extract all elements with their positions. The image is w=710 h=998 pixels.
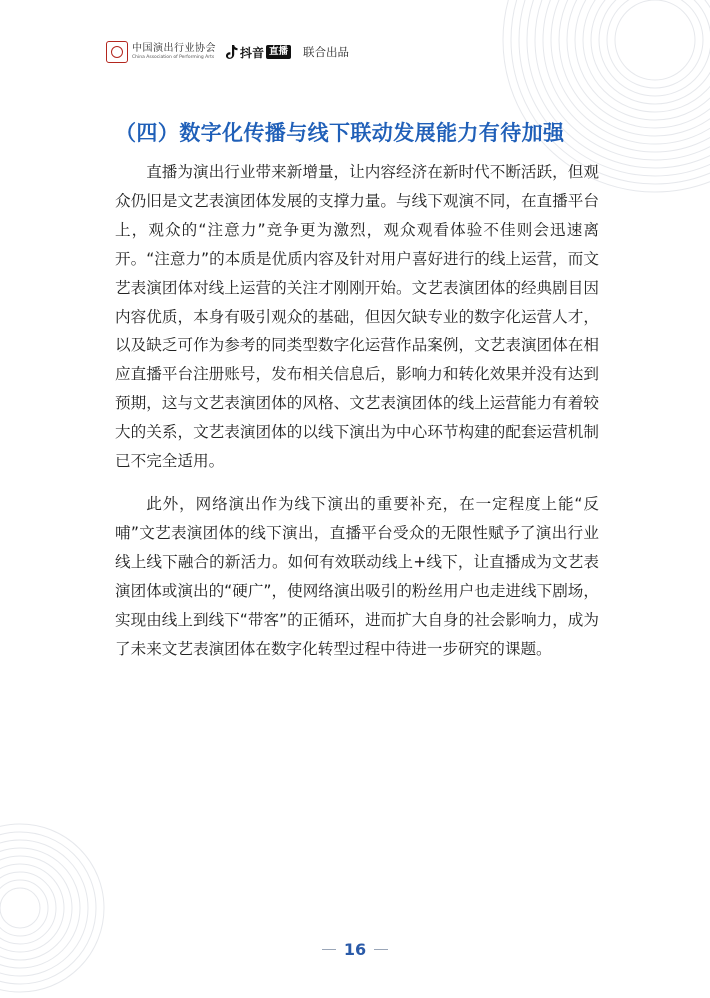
paragraph-2: 此外，网络演出作为线下演出的重要补充，在一定程度上能“反哺”文艺表演团体的线下演出，直播平台受众的无限性赋予了演出行业线上线下融合的新活力。如何有效联动线上+线下，让直播成为文艺表演团体或演出的“硬广”，使网络演出吸引的粉丝用户也走进线下剧场，实现由线上到线下“带客”的正循环，进而扩大自身的社会影响力，成为了未来文艺表演团体在数字化转型过程中待进一步研究的课题。 [115, 494, 599, 658]
page-number-right-rule [374, 949, 388, 950]
decorative-rings-bottom-left [0, 808, 150, 998]
joint-production-label: 联合出品 [303, 45, 350, 59]
live-badge: 直播 [266, 45, 291, 59]
header [106, 38, 349, 66]
page-number-left-rule [322, 949, 336, 950]
page-number-text: 16 [343, 940, 367, 959]
cpaa-chinese-name: 中国演出行业协会 [132, 42, 216, 54]
page-number [0, 940, 710, 959]
section-title: （四）数字化传播与线下联动发展能力有待加强 [115, 121, 565, 145]
cpaa-logo-text [132, 44, 216, 61]
platform-name: 抖音 [240, 45, 265, 60]
paragraph-1: 直播为演出行业带来新增量，让内容经济在新时代不断活跃，但观众仍旧是文艺表演团体发展的支撑力量。与线下观演不同，在直播平台上，观众的“注意力”竞争更为激烈，观众观看体验不佳则会迅速离开。“注意力”的本质是优质内容及针对用户喜好进行的线上运营，而文艺表演团体对线上运营的关注才刚刚开始。文艺表演团体的经典剧目因内容优质，本身有吸引观众的基础，但因欠缺专业的数字化运营人才，以及缺乏可作为参考的同类型数字化运营作品案例，文艺表演团体在相应直播平台注册账号，发布相关信息后，影响力和转化效果并没有达到预期，这与文艺表演团体的风格、文艺表演团体的线上运营能力有着较大的关系，文艺表演团体的以线下演出为中心环节构建的配套运营机制已不完全适用。 [115, 163, 599, 471]
music-note-icon [226, 45, 238, 59]
douyin-logo [226, 44, 291, 61]
body-text [115, 158, 599, 663]
cpaa-seal-logo [106, 41, 128, 63]
cpaa-english-name: China Association of Performing Arts [132, 54, 215, 60]
